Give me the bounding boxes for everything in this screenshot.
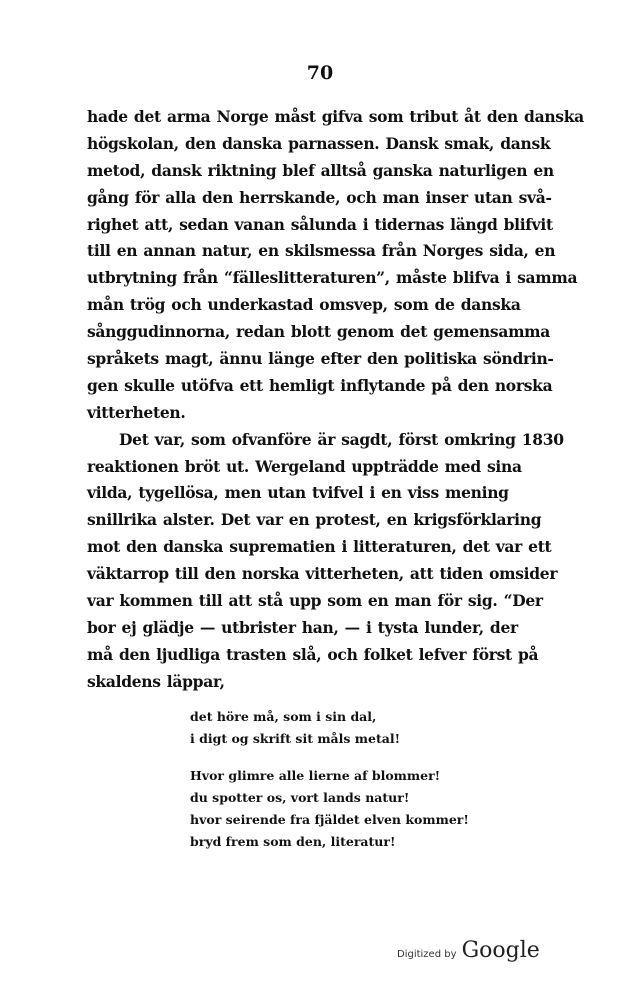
text-line: må den ljudliga trasten slå, och folket lefver först på [87, 644, 539, 664]
text-line: bor ej glädje — utbrister han, — i tysta lunder, der [87, 617, 518, 637]
watermark-brand: Google [461, 938, 540, 963]
text-line: mån trög och underkastad omsvep, som de danska [87, 295, 521, 315]
body-text [87, 104, 584, 696]
poem-line: bryd frem som den, literatur! [190, 834, 396, 849]
text-line: vilda, tygellösa, men utan tvifvel i en viss mening [87, 483, 509, 503]
text-line: högskolan, den danska parnassen. Dansk smak, dansk [87, 133, 551, 153]
digitized-watermark [397, 938, 540, 963]
poem-line: Hvor glimre alle lierne af blommer! [190, 768, 441, 783]
poem-line: du spotter os, vort lands natur! [190, 790, 410, 805]
text-line: vitterheten. [87, 402, 186, 422]
poem-line: hvor seirende fra fjäldet elven kommer! [190, 812, 469, 827]
text-line: metod, dansk riktning blef alltså ganska naturligen en [87, 160, 554, 180]
text-line: hade det arma Norge måst gifva som tribut åt den danska [87, 107, 584, 126]
text-line: var kommen till att stå upp som en man för sig. “Der [87, 591, 543, 611]
text-line: mot den danska suprematien i litteraturen, det var ett [87, 537, 552, 557]
text-line: språkets magt, ännu länge efter den politiska söndrin- [87, 349, 554, 369]
text-line: väktarrop till den norska vitterheten, att tiden omsider [87, 564, 558, 584]
text-line: Det var, som ofvanföre är sagdt, först omkring 1830 [119, 429, 564, 449]
text-line: righet att, sedan vanan sålunda i tidernas längd blifvit [87, 214, 553, 234]
text-line: till en annan natur, en skilsmessa från Norges sida, en [87, 241, 556, 261]
text-line: gen skulle utöfva ett hemligt inflytande på den norska [87, 375, 553, 395]
text-line: sånggudinnorna, redan blott genom det gemensamma [87, 322, 551, 342]
text-line: gång för alla den herrskande, och man inser utan svå- [87, 187, 552, 207]
poem-stanza-1 [190, 706, 400, 750]
page-number: 70 [306, 62, 334, 84]
poem-stanza-2 [190, 765, 469, 853]
watermark-prefix: Digitized by [397, 949, 457, 960]
text-line: reaktionen bröt ut. Wergeland uppträdde med sina [87, 456, 522, 476]
text-line: snillrika alster. Det var en protest, en krigsförklaring [87, 510, 542, 530]
text-line: skaldens läppar, [87, 671, 225, 691]
poem-line: i digt og skrift sit måls metal! [190, 731, 401, 746]
poem-line: det höre må, som i sin dal, [190, 709, 377, 724]
text-line: utbrytning från “fälleslitteraturen”, måste blifva i samma [87, 268, 578, 288]
